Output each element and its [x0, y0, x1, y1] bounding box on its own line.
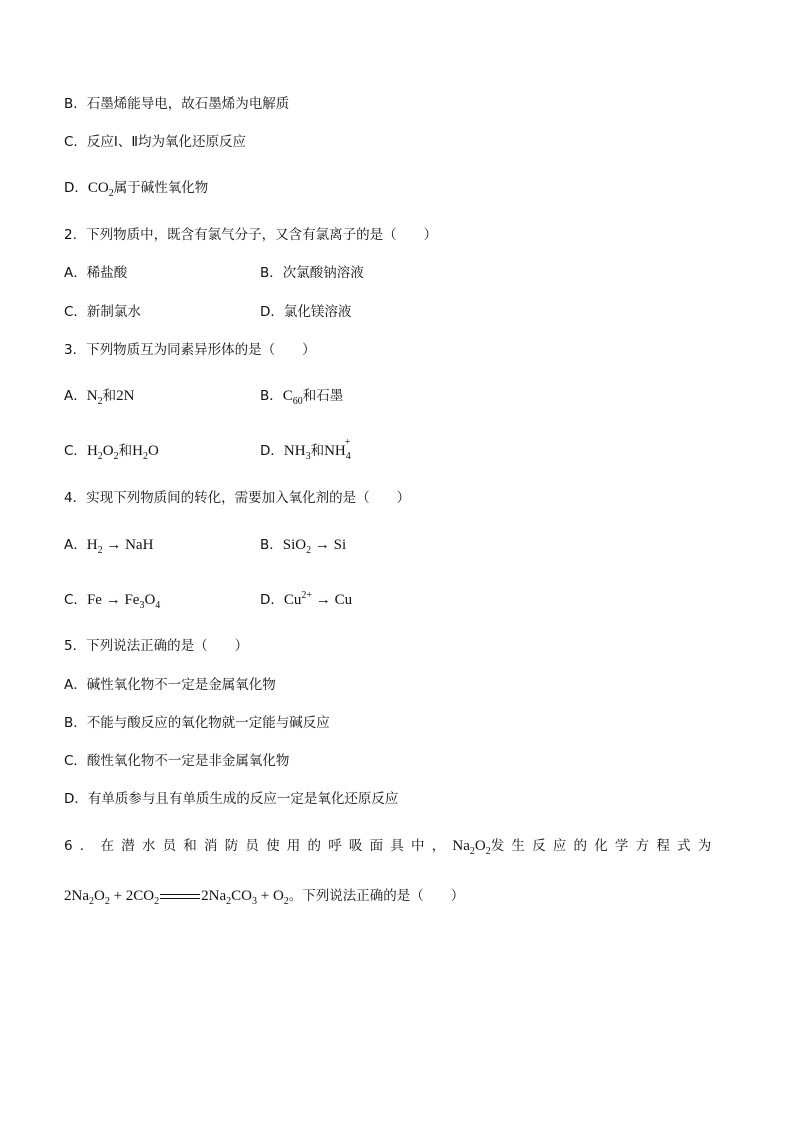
- formula-c60: $C_{60}$: [282, 388, 303, 407]
- q2-stem: 2．下列物质中，既含有氯气分子，又含有氯离子的是（ ）: [64, 227, 438, 243]
- q1-option-d: D．$CO_2$属于碱性氧化物: [64, 180, 209, 199]
- formula-nh3: $NH_3$: [283, 443, 311, 462]
- q4-stem: 4．实现下列物质间的转化，需要加入氧化剂的是（ ）: [64, 490, 411, 506]
- q5-option-a: A．碱性氧化物不一定是金属氧化物: [64, 677, 276, 693]
- formula-2n: 2N: [116, 388, 135, 404]
- q6-stem-line2: $2Na_2O_2 + 2CO_2$ $2Na_2CO_3 + O_2$。下列说法正确的是（ ）: [64, 888, 465, 907]
- q5-option-c: C．酸性氧化物不一定是非金属氧化物: [64, 753, 290, 769]
- q6-stem-line1: 6．在潜水员和消防员使用的呼吸面具中，$Na_2O_2$发生反应的化学方程式为: [64, 838, 719, 857]
- q4-option-a: A．$H_2$ → NaH: [64, 537, 154, 556]
- q1-option-b: B．石墨烯能导电，故石墨烯为电解质: [64, 96, 290, 112]
- q4-option-d: D．$Cu^{2+} \to Cu$: [260, 590, 353, 608]
- reaction-h2-to-nah: $H_2$ → NaH: [86, 537, 154, 556]
- q2-option-c: C．新制氯水: [64, 304, 141, 320]
- q5-option-d: D．有单质参与且有单质生成的反应一定是氧化还原反应: [64, 791, 399, 807]
- q2-option-a: A．稀盐酸: [64, 265, 128, 281]
- formula-h2o: $H_2O$: [132, 443, 159, 462]
- q3-option-a: A．$N_2$和2N: [64, 388, 135, 407]
- equation-equals-sign: [160, 894, 200, 899]
- formula-h2o2: $H_2O_2$: [86, 443, 119, 462]
- formula-n2: $N_2$: [86, 388, 103, 407]
- q3-stem: 3．下列物质互为同素异形体的是（ ）: [64, 342, 316, 358]
- formula-na2o2: $Na_2O_2$: [452, 838, 491, 857]
- q3-option-c: C．$H_2O_2$和$H_2O$: [64, 443, 159, 462]
- q1-option-c: C．反应Ⅰ、Ⅱ均为氧化还原反应: [64, 134, 247, 150]
- reaction-sio2-to-si: SiO$_2$ → Si: [282, 537, 347, 556]
- q3-option-b: B．$C_{60}$和石墨: [260, 388, 344, 407]
- q2-option-d: D．氯化镁溶液: [260, 304, 352, 320]
- formula-co2: $CO_2$: [87, 180, 114, 199]
- equation-na2o2-co2: $2Na_2O_2 + 2CO_2$ $2Na_2CO_3 + O_2$: [64, 888, 289, 907]
- q4-option-b: B．SiO$_2$ → Si: [260, 537, 347, 556]
- q2-option-b: B．次氯酸钠溶液: [260, 265, 364, 281]
- q5-option-b: B．不能与酸反应的氧化物就一定能与碱反应: [64, 715, 330, 731]
- formula-nh4-plus: $NH_4^+$: [324, 437, 351, 462]
- reaction-fe-to-fe3o4: $Fe \to Fe_3O_4$: [86, 592, 161, 611]
- q5-stem: 5．下列说法正确的是（ ）: [64, 638, 249, 654]
- q4-option-c: C．$Fe \to Fe_3O_4$: [64, 592, 161, 611]
- q3-option-d: D．$NH_3$和$NH_4^+$: [260, 437, 351, 462]
- reaction-cu2-to-cu: $Cu^{2+} \to Cu$: [283, 590, 353, 608]
